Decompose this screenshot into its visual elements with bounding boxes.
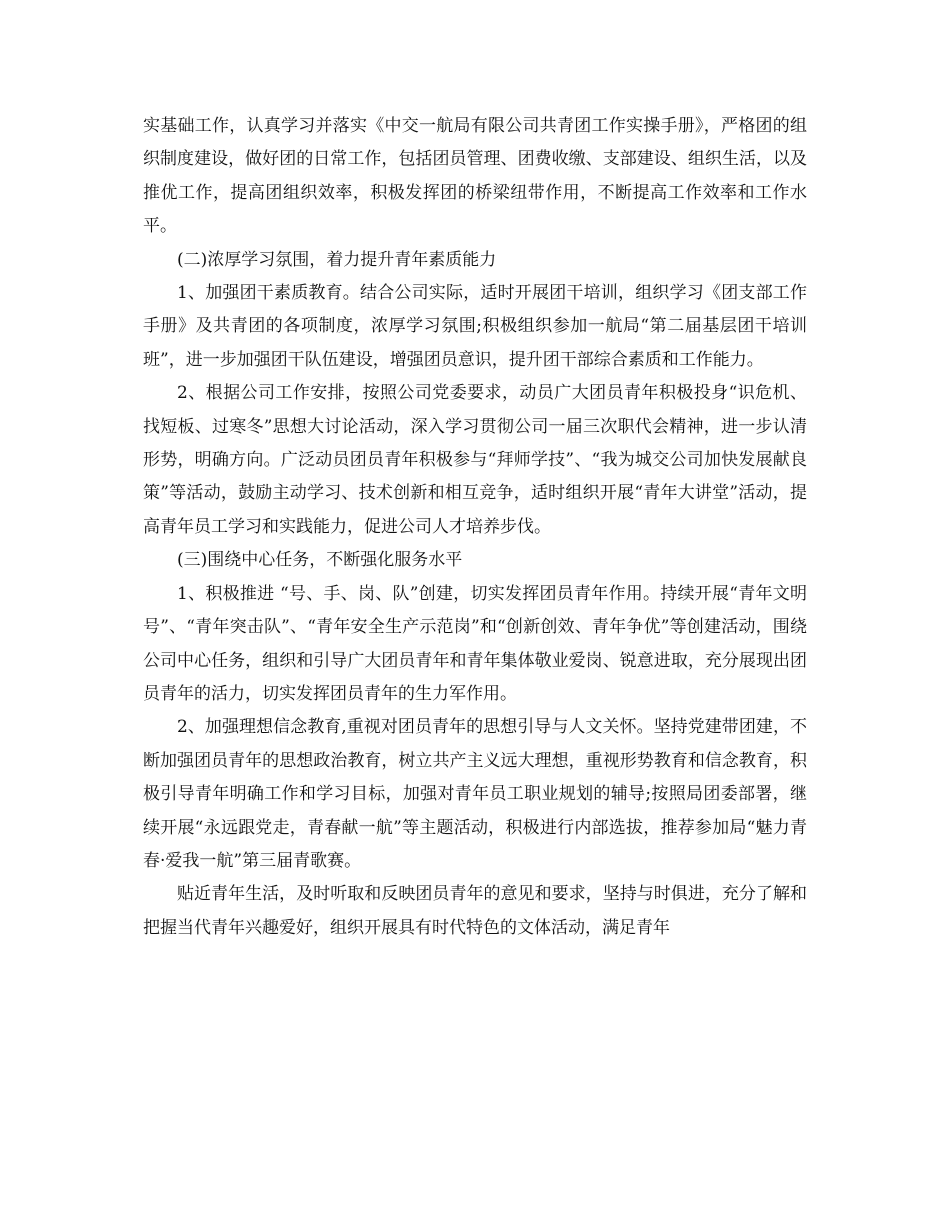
- section-heading-three: (三)围绕中心任务，不断强化服务水平: [177, 550, 463, 571]
- paragraph-item-2b: 2、加强理想信念教育,重视对团员青年的思想引导与人文关怀。坚持党建带团建，不断加强团员青年的思想政治教育，树立共产主义远大理想，重视形势教育和信念教育，积极引导青年明确工作和学习目标，加强对青年员工职业规划的辅导;按照局团委部署，继续开展“永远跟党走，青春献一航”等主题活动，积极进行内部选拔，推荐参加局“魅力青春·爱我一航”第三届青歌赛。: [143, 717, 807, 871]
- paragraph-item-1: 1、加强团干素质教育。结合公司实际，适时开展团干培训，组织学习《团支部工作手册》及共青团的各项制度，浓厚学习氛围;积极组织参加一航局“第二届基层团干培训班”，进一步加强团干队伍建设，增强团员意识，提升团干部综合素质和工作能力。: [143, 283, 807, 370]
- paragraph-continuation: 实基础工作，认真学习并落实《中交一航局有限公司共青团工作实操手册》，严格团的组织制度建设，做好团的日常工作，包括团员管理、团费收缴、支部建设、组织生活，以及推优工作，提高团组织效率，积极发挥团的桥梁纽带作用，不断提高工作效率和工作水平。: [143, 116, 807, 237]
- paragraph-youth-life: 贴近青年生活，及时听取和反映团员青年的意见和要求，坚持与时俱进，充分了解和把握当代青年兴趣爱好，组织开展具有时代特色的文体活动，满足青年: [143, 884, 807, 938]
- document-page: [143, 110, 807, 945]
- paragraph-item-2: 2、根据公司工作安排，按照公司党委要求，动员广大团员青年积极投身“识危机、找短板、过寒冬”思想大讨论活动，深入学习贯彻公司一届三次职代会精神，进一步认清形势，明确方向。广泛动员团员青年积极参与“拜师学技”、“我为城交公司加快发展献良策”等活动，鼓励主动学习、技术创新和相互竞争，适时组织开展“青年大讲堂”活动，提高青年员工学习和实践能力，促进公司人才培养步伐。: [143, 383, 807, 537]
- section-heading-two: (二)浓厚学习氛围，着力提升青年素质能力: [177, 249, 497, 270]
- paragraph-item-1b: 1、积极推进 “号、手、岗、队”创建，切实发挥团员青年作用。持续开展“青年文明号”、“青年突击队”、“青年安全生产示范岗”和“创新创效、青年争优”等创建活动，围绕公司中心任务，组织和引导广大团员青年和青年集体敬业爱岗、锐意进取，充分展现出团员青年的活力，切实发挥团员青年的生力军作用。: [143, 583, 807, 704]
